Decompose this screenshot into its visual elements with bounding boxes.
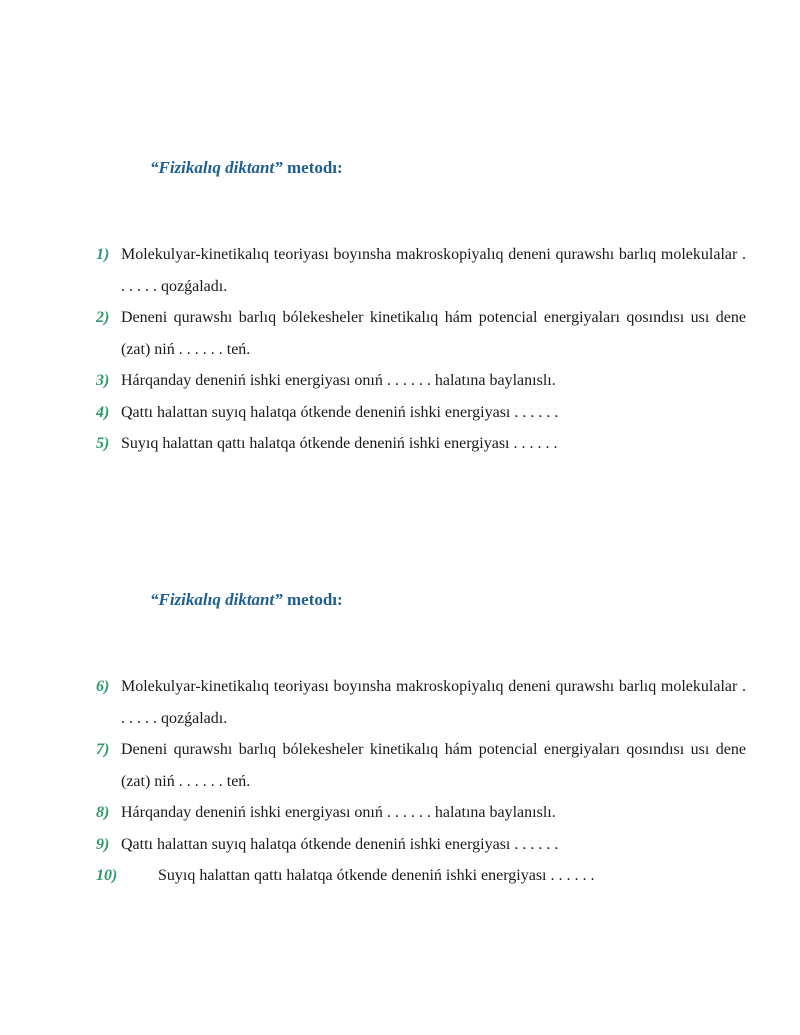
list-item: [96, 671, 746, 734]
item-text: Molekulyar-kinetikalıq teoriyası boyınsha makroskopiyalıq deneni qurawshı barlıq molekulalar . . . . . . qozǵaladı.: [121, 246, 746, 295]
item-number: 5): [96, 435, 110, 452]
list-item: [96, 829, 746, 861]
item-text: Hárqanday deneniń ishki energiyası onıń . . . . . . halatına baylanıslı.: [121, 804, 556, 821]
item-number: 10): [96, 867, 118, 884]
item-text: Hárqanday deneniń ishki energiyası onıń . . . . . . halatına baylanıslı.: [121, 372, 556, 389]
list-item: [96, 302, 746, 365]
item-number: 2): [96, 309, 110, 326]
item-number: 3): [96, 372, 110, 389]
list-item: [96, 428, 746, 460]
heading-rest: metodı:: [282, 158, 343, 177]
question-list: [96, 671, 746, 892]
heading-rest: metodı:: [282, 590, 343, 609]
heading-italic: “Fizikalıq diktant”: [150, 590, 283, 609]
item-text: Deneni qurawshı barlıq bólekesheler kinetikalıq hám potencial energiyaları qosındısı usı dene (zat) niń . . . . . . teń.: [121, 741, 746, 790]
heading-italic: “Fizikalıq diktant”: [150, 158, 283, 177]
list-item: [96, 734, 746, 797]
item-text: Suyıq halattan qattı halatqa ótkende deneniń ishki energiyası . . . . . .: [121, 435, 558, 452]
item-text: Qattı halattan suyıq halatqa ótkende deneniń ishki energiyası . . . . . .: [121, 835, 559, 853]
item-number: 7): [96, 741, 110, 758]
item-number: 4): [96, 403, 110, 421]
item-number: 8): [96, 804, 110, 821]
item-text: Suyıq halattan qattı halatqa ótkende deneniń ishki energiyası . . . . . .: [158, 867, 595, 884]
item-text: Molekulyar-kinetikalıq teoriyası boyınsha makroskopiyalıq deneni qurawshı barlıq molekulalar . . . . . . qozǵaladı.: [121, 678, 746, 727]
list-item: [96, 239, 746, 302]
item-text: Qattı halattan suyıq halatqa ótkende deneniń ishki energiyası . . . . . .: [121, 403, 559, 421]
section-heading: [150, 590, 343, 610]
item-number: 9): [96, 835, 110, 853]
item-number: 6): [96, 678, 110, 695]
item-number: 1): [96, 246, 110, 263]
section-heading: [150, 158, 343, 178]
list-item: [96, 797, 746, 829]
list-item: [96, 860, 746, 892]
list-item: [96, 365, 746, 397]
question-list: [96, 239, 746, 460]
item-text: Deneni qurawshı barlıq bólekesheler kinetikalıq hám potencial energiyaları qosındısı usı dene (zat) niń . . . . . . teń.: [121, 309, 746, 358]
list-item: [96, 397, 746, 429]
